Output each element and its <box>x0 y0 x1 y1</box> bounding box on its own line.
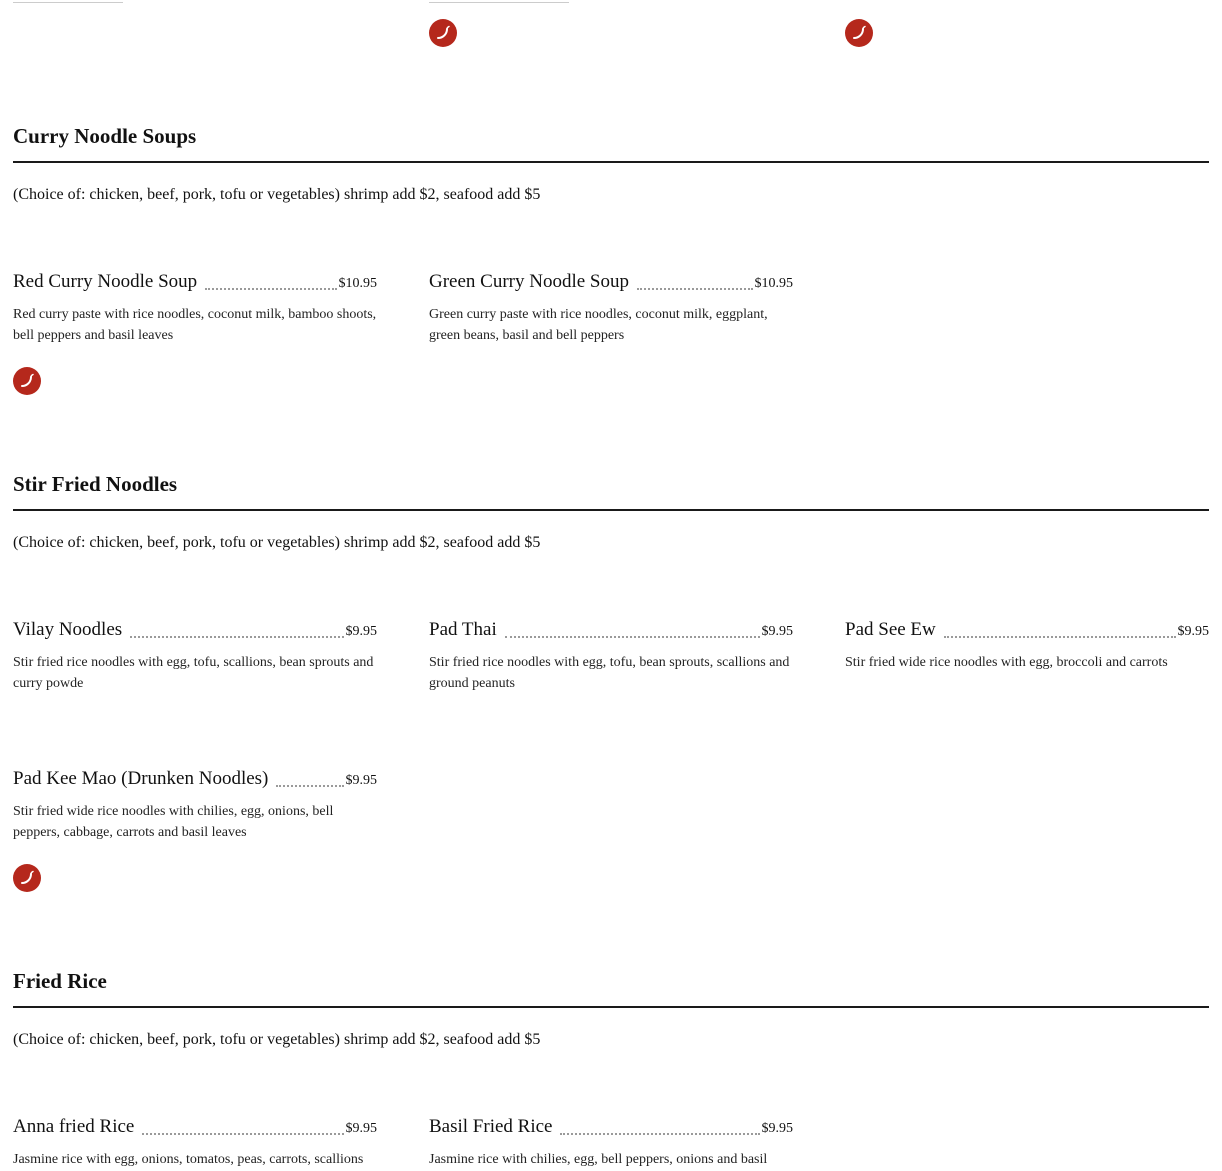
item-name: Basil Fried Rice <box>429 1116 553 1137</box>
item-description: Stir fried rice noodles with egg, tofu, scallions, bean sprouts and curry powde <box>13 655 374 691</box>
chili-pepper-icon <box>13 367 41 395</box>
menu-item-green-curry-noodle-soup <box>429 268 793 346</box>
item-name: Vilay Noodles <box>13 619 123 640</box>
menu-item-vilay-noodles <box>13 616 377 694</box>
item-name: Green Curry Noodle Soup <box>429 271 629 292</box>
dot-leader <box>276 785 343 787</box>
menu-item-pad-thai <box>429 616 793 694</box>
item-name: Pad Thai <box>429 619 497 640</box>
item-name: Pad Kee Mao (Drunken Noodles) <box>13 768 269 789</box>
dot-leader <box>205 288 336 290</box>
section-title-fried-rice: Fried Rice <box>13 969 107 993</box>
dot-leader <box>130 636 343 638</box>
chili-pepper-icon <box>845 19 873 47</box>
menu-item-basil-fried-rice <box>429 1113 793 1170</box>
chili-pepper-icon <box>429 19 457 47</box>
menu-item-red-curry-noodle-soup <box>13 268 377 346</box>
dot-leader <box>505 636 760 638</box>
dot-leader <box>560 1133 759 1135</box>
chili-pepper-icon <box>13 864 41 892</box>
previous-item-underline <box>429 0 569 3</box>
dot-leader <box>637 288 753 290</box>
menu-item-pad-kee-mao <box>13 765 377 843</box>
section-note: (Choice of: chicken, beef, pork, tofu or vegetables) shrimp add $2, seafood add $5 <box>13 1031 541 1048</box>
item-price: $9.95 <box>1177 624 1209 639</box>
section-title-curry-noodle-soups: Curry Noodle Soups <box>13 124 197 148</box>
item-description: Stir fried wide rice noodles with egg, broccoli and carrots <box>845 655 1168 670</box>
section-title-stir-fried-noodles: Stir Fried Noodles <box>13 472 178 496</box>
item-price: $9.95 <box>345 773 377 788</box>
section-note: (Choice of: chicken, beef, pork, tofu or vegetables) shrimp add $2, seafood add $5 <box>13 186 541 203</box>
item-price: $9.95 <box>345 624 377 639</box>
menu-item-anna-fried-rice <box>13 1113 377 1170</box>
item-description: Jasmine rice with egg, onions, tomatos, peas, carrots, scallions <box>13 1152 364 1167</box>
item-description: Green curry paste with rice noodles, coconut milk, eggplant, green beans, basil and bell peppers <box>429 307 768 343</box>
item-description: Jasmine rice with chilies, egg, bell peppers, onions and basil <box>429 1152 768 1167</box>
item-name: Red Curry Noodle Soup <box>13 271 198 292</box>
item-price: $9.95 <box>345 1121 377 1136</box>
item-name: Anna fried Rice <box>13 1116 135 1137</box>
section-divider <box>13 509 1209 511</box>
dot-leader <box>142 1133 343 1135</box>
section-divider <box>13 161 1209 163</box>
dot-leader <box>944 636 1176 638</box>
item-name: Pad See Ew <box>845 619 936 640</box>
item-price: $10.95 <box>754 276 793 291</box>
section-divider <box>13 1006 1209 1008</box>
item-description: Stir fried wide rice noodles with chilies, egg, onions, bell peppers, cabbage, carrots and basil leaves <box>13 804 334 840</box>
section-note: (Choice of: chicken, beef, pork, tofu or vegetables) shrimp add $2, seafood add $5 <box>13 534 541 551</box>
item-price: $9.95 <box>761 1121 793 1136</box>
item-price: $10.95 <box>338 276 377 291</box>
previous-item-underline <box>13 0 123 3</box>
menu-item-pad-see-ew <box>845 616 1209 673</box>
item-price: $9.95 <box>761 624 793 639</box>
item-description: Red curry paste with rice noodles, coconut milk, bamboo shoots, bell peppers and basil leaves <box>13 307 377 343</box>
item-description: Stir fried rice noodles with egg, tofu, bean sprouts, scallions and ground peanuts <box>429 655 790 691</box>
